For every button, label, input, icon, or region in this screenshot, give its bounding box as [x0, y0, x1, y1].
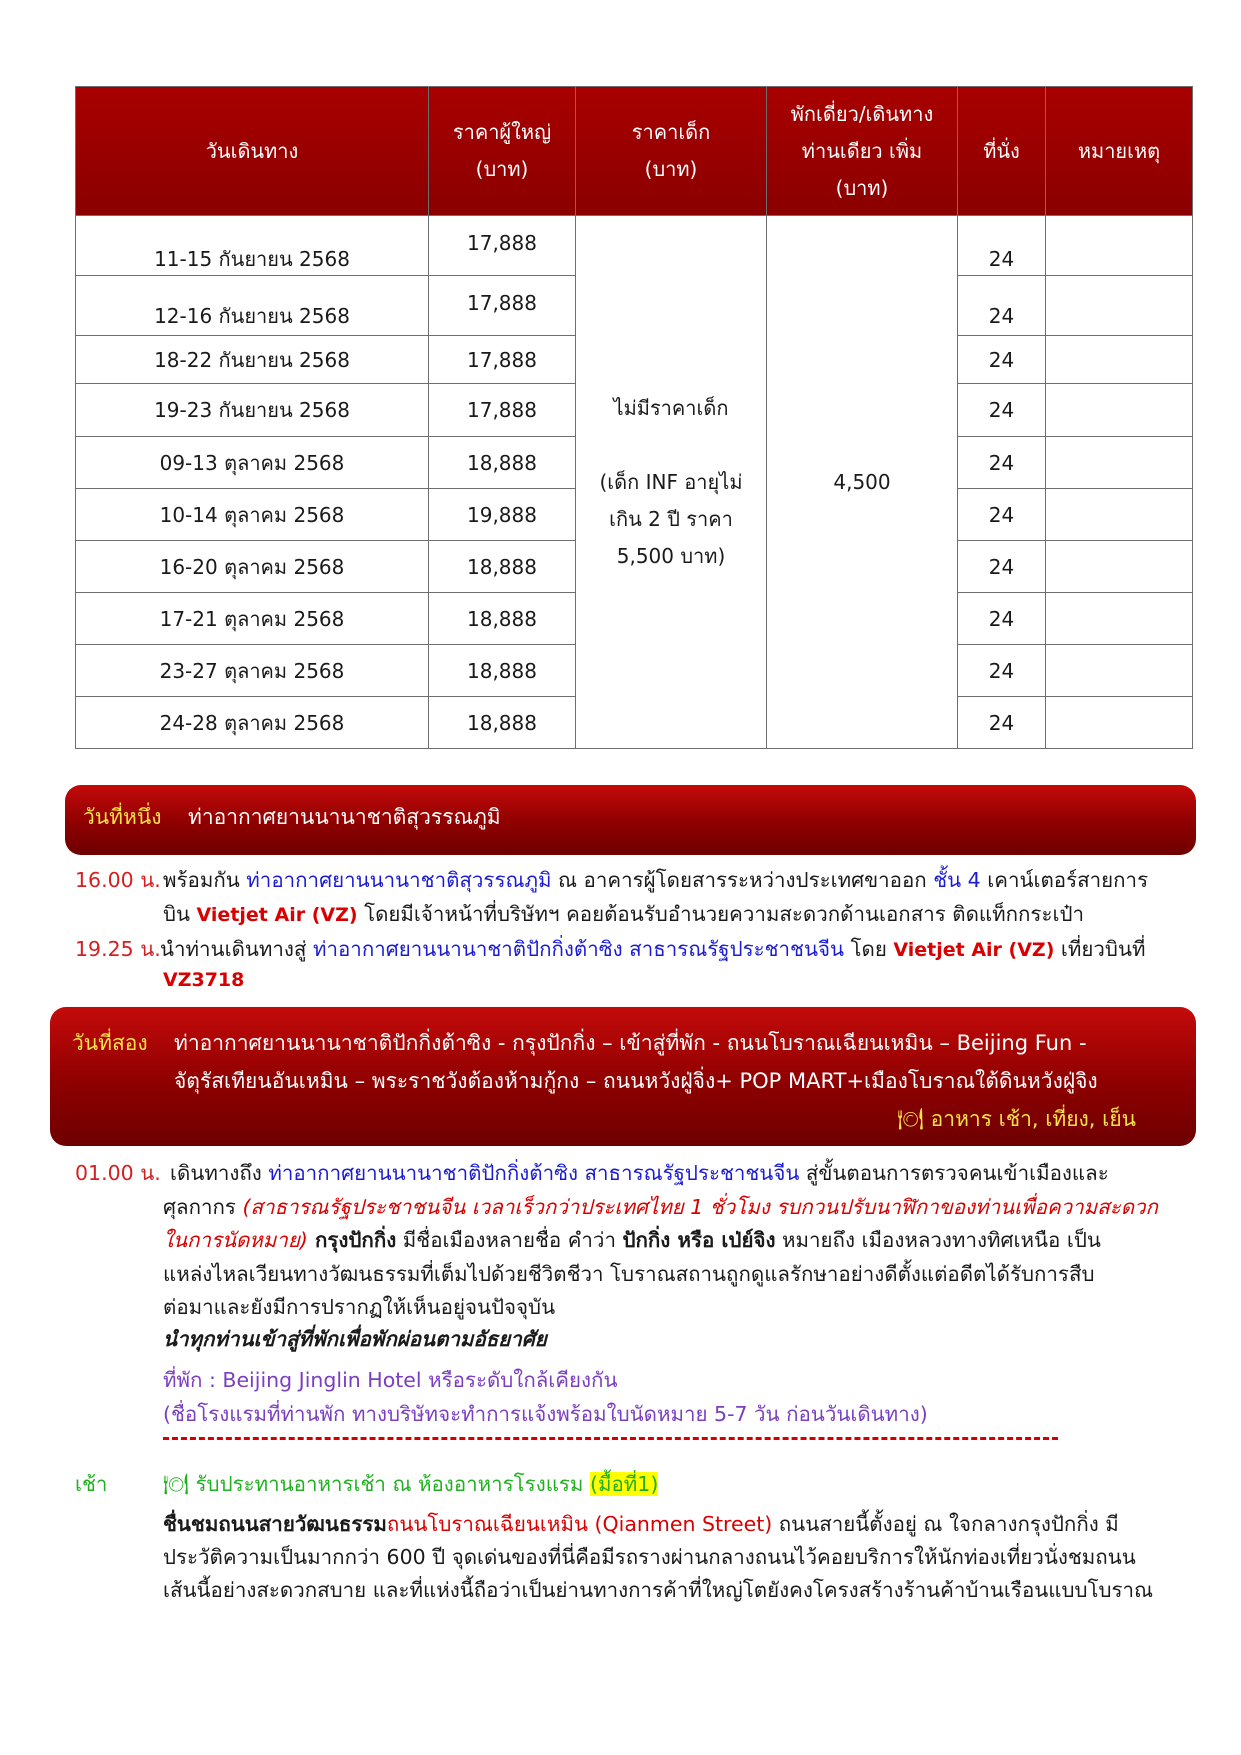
row-date: 24-28 ตุลาคม 2568	[76, 697, 429, 749]
header-child-price: ราคาเด็ก (บาท)	[576, 87, 767, 216]
row-date: 12-16 กันยายน 2568	[76, 276, 429, 336]
row-seats: 24	[958, 437, 1046, 489]
header-single-supplement: พักเดี่ยว/เดินทาง ท่านเดียว เพิ่ม (บาท)	[767, 87, 958, 216]
day2-arrival-line2: ศุลกากร (สาธารณรัฐประชาชนจีน เวลาเร็วกว่าประเทศไทย 1 ชั่วโมง รบกวนปรับนาฬิกาของท่านเพื่อความสะดวก	[163, 1195, 1158, 1219]
row-seats: 24	[958, 541, 1046, 593]
row-note	[1046, 541, 1193, 593]
row-date: 10-14 ตุลาคม 2568	[76, 489, 429, 541]
row-note	[1046, 697, 1193, 749]
hotel-note: (ชื่อโรงแรมที่ท่านพัก ทางบริษัทจะทำการแจ้งพร้อมใบนัดหมาย 5-7 วัน ก่อนวันเดินทาง)	[163, 1402, 928, 1426]
day1-banner	[65, 785, 1196, 855]
qianmen-line3: เส้นนี้อย่างสะดวกสบาย และที่แห่งนี้ถือว่าเป็นย่านทางการค้าที่ใหญ่โตยังคงโครงสร้างร้านค้าบ้านเรือนแบบโบราณ	[163, 1578, 1154, 1602]
row-seats: 24	[958, 593, 1046, 645]
table-header-row	[76, 87, 1193, 216]
day2-title-line2: จัตุรัสเทียนอันเหมิน – พระราชวังต้องห้ามกู้กง – ถนนหวังฝู่จิ่ง+ POP MART+เมืองโบราณใต้ดินหวังฝู่จิง	[174, 1069, 1098, 1093]
header-date: วันเดินทาง	[76, 87, 429, 216]
row-note	[1046, 276, 1193, 336]
day1-item2-line1: นำท่านเดินทางสู่ ท่าอากาศยานนานาชาติปักกิ่งต้าซิง สาธารณรัฐประชาชนจีน โดย Vietjet Air (VZ) เที่ยวบินที่	[160, 937, 1146, 961]
day2-meals: 🍽 อาหาร เช้า, เที่ยง, เย็น	[897, 1107, 1136, 1131]
row-seats: 24	[958, 276, 1046, 336]
row-adult-price: 18,888	[429, 437, 576, 489]
section-divider	[163, 1437, 1058, 1440]
row-date: 18-22 กันยายน 2568	[76, 336, 429, 384]
day2-arrival-line1: เดินทางถึง ท่าอากาศยานนานาชาติปักกิ่งต้าซิง สาธารณรัฐประชาชนจีน สู่ขั้นตอนการตรวจคนเข้าเมืองและ	[170, 1161, 1109, 1185]
row-date: 17-21 ตุลาคม 2568	[76, 593, 429, 645]
row-adult-price: 17,888	[429, 384, 576, 437]
header-note: หมายเหตุ	[1046, 87, 1193, 216]
row-adult-price: 18,888	[429, 593, 576, 645]
row-date: 19-23 กันยายน 2568	[76, 384, 429, 437]
row-seats: 24	[958, 645, 1046, 697]
row-seats: 24	[958, 216, 1046, 276]
day2-arrival-line5: ต่อมาและยังมีการปรากฏให้เห็นอยู่จนปัจจุบัน	[163, 1295, 556, 1319]
row-date: 11-15 กันยายน 2568	[76, 216, 429, 276]
row-date: 09-13 ตุลาคม 2568	[76, 437, 429, 489]
day2-label: วันที่สอง	[72, 1031, 148, 1055]
day1-time-1: 16.00 น.	[75, 868, 161, 892]
row-adult-price: 17,888	[429, 276, 576, 336]
row-date: 23-27 ตุลาคม 2568	[76, 645, 429, 697]
single-supplement-price: 4,500	[767, 216, 958, 749]
day2-banner	[50, 1007, 1196, 1146]
day2-time-arrival: 01.00 น.	[75, 1161, 161, 1185]
row-adult-price: 18,888	[429, 697, 576, 749]
row-seats: 24	[958, 336, 1046, 384]
row-note	[1046, 645, 1193, 697]
row-seats: 24	[958, 384, 1046, 437]
row-date: 16-20 ตุลาคม 2568	[76, 541, 429, 593]
hotel-info: ที่พัก : Beijing Jinglin Hotel หรือระดับใกล้เคียงกัน	[163, 1368, 618, 1392]
row-adult-price: 19,888	[429, 489, 576, 541]
day2-arrival-line3: ในการนัดหมาย) กรุงปักกิ่ง มีชื่อเมืองหลายชื่อ คำว่า ปักกิ่ง หรือ เป่ย์จิง หมายถึง เมืองหลวงทางทิศเหนือ เป็น	[163, 1228, 1101, 1252]
day1-label: วันที่หนึ่ง	[83, 805, 162, 829]
row-note	[1046, 216, 1193, 276]
day1-title: ท่าอากาศยานนานาชาติสุวรรณภูมิ	[188, 805, 501, 829]
breakfast-time: เช้า	[75, 1472, 108, 1496]
day2-title-line1: ท่าอากาศยานนานาชาติปักกิ่งต้าซิง - กรุงปักกิ่ง – เข้าสู่ที่พัก - ถนนโบราณเฉียนเหมิน – Beijing Fun -	[174, 1031, 1087, 1055]
breakfast-line: 🍽 รับประทานอาหารเช้า ณ ห้องอาหารโรงแรม (มื้อที่1)	[163, 1472, 659, 1496]
row-note	[1046, 336, 1193, 384]
row-adult-price: 17,888	[429, 336, 576, 384]
table-row	[76, 216, 1193, 276]
day1-time-2: 19.25 น.	[75, 937, 161, 961]
qianmen-line1: ชื่นชมถนนสายวัฒนธรรมถนนโบราณเฉียนเหมิน (Qianmen Street) ถนนสายนี้ตั้งอยู่ ณ ใจกลางกรุงปักกิ่ง มี	[163, 1512, 1119, 1536]
price-table	[75, 86, 1193, 749]
day1-item2-line2: VZ3718	[163, 969, 245, 991]
day2-arrival-line4: แหล่งไหลเวียนทางวัฒนธรรมที่เต็มไปด้วยชีวิตชีวา โบราณสถานถูกดูแลรักษาอย่างดีตั้งแต่อดีตได้รับการสืบ	[163, 1262, 1095, 1286]
row-seats: 24	[958, 697, 1046, 749]
row-note	[1046, 489, 1193, 541]
row-note	[1046, 593, 1193, 645]
day1-item1-line2: บิน Vietjet Air (VZ) โดยมีเจ้าหน้าที่บริษัทฯ คอยต้อนรับอำนวยความสะดวกด้านเอกสาร ติดแท็กกระเป๋า	[163, 902, 1084, 926]
meal-count-badge: (มื้อที่1)	[589, 1472, 659, 1496]
row-adult-price: 18,888	[429, 541, 576, 593]
header-adult-price: ราคาผู้ใหญ่ (บาท)	[429, 87, 576, 216]
day2-arrival-line6: นำทุกท่านเข้าสู่ที่พักเพื่อพักผ่อนตามอัธยาศัย	[163, 1327, 547, 1351]
row-note	[1046, 384, 1193, 437]
child-price-note: ไม่มีราคาเด็ก (เด็ก INF อายุไม่ เกิน 2 ปี ราคา 5,500 บาท)	[576, 216, 767, 749]
row-adult-price: 18,888	[429, 645, 576, 697]
qianmen-line2: ประวัติความเป็นมากกว่า 600 ปี จุดเด่นของที่นี่คือมีรถรางผ่านกลางถนนไว้คอยบริการให้นักท่องเที่ยวนั่งชมถนน	[163, 1545, 1136, 1569]
header-seats: ที่นั่ง	[958, 87, 1046, 216]
day1-item1-line1: พร้อมกัน ท่าอากาศยานนานาชาติสุวรรณภูมิ ณ อาคารผู้โดยสารระหว่างประเทศขาออก ชั้น 4 เคาน์เตอร์สายการ	[163, 868, 1149, 892]
row-seats: 24	[958, 489, 1046, 541]
row-note	[1046, 437, 1193, 489]
row-adult-price: 17,888	[429, 216, 576, 276]
